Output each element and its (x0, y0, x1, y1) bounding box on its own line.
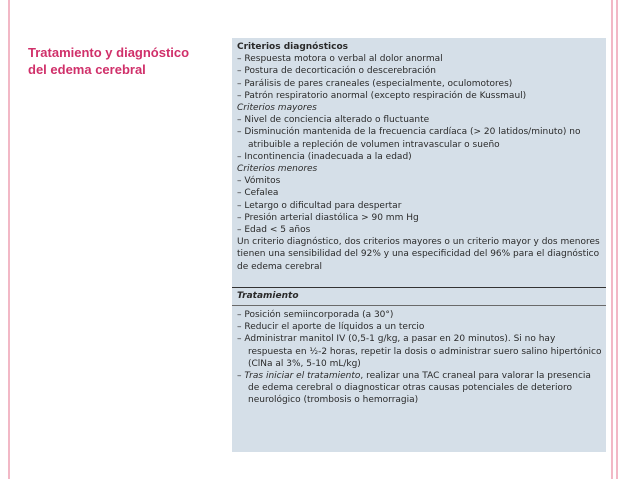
menor-item: – Vómitos (237, 176, 281, 187)
mayor-item: – Disminución mantenida de la frecuencia cardíaca (> 20 latidos/minuto) no atribuible a repleción de volumen intravascular o sueño (237, 127, 581, 150)
menor-item: – Letargo o dificultad para despertar (237, 200, 402, 211)
section-divider (232, 287, 606, 288)
slide-frame-right-outer (616, 0, 618, 479)
heading-divider (232, 305, 606, 306)
criterio-item: – Patrón respiratorio anormal (excepto respiración de Kussmaul) (237, 90, 527, 101)
criterios-heading: Criterios diagnósticos (237, 42, 348, 52)
slide-title: Tratamiento y diagnóstico del edema cerebral (28, 45, 190, 77)
criteria-table (232, 38, 606, 452)
criterio-item: – Parálisis de pares craneales (especialmente, oculomotores) (237, 78, 513, 89)
criterios-summary: Un criterio diagnóstico, dos criterios mayores o un criterio mayor y dos menores tienen una sensibilidad del 92% y una especificidad del 96% para el diagnóstico de edema cerebral (237, 237, 600, 272)
slide-frame-left (8, 0, 10, 479)
tratamiento-item: – Reducir el aporte de líquidos a un tercio (237, 322, 425, 333)
tratamiento-item: – Tras iniciar el tratamiento, realizar una TAC craneal para valorar la presencia de edema cerebral o diagnosticar otras causas potenciales de deterioro neurológico (trombosis o hemorragia) (237, 371, 591, 406)
tratamiento-item: – Administrar manitol IV (0,5-1 g/kg, a pasar en 20 minutos). Si no hay respuesta en ½-2 horas, repetir la dosis o administrar suero salino hipertónico (ClNa al 3%, 5-10 mL/kg) (237, 334, 602, 369)
menor-item: – Edad < 5 años (237, 225, 311, 236)
menor-item: – Presión arterial diastólica > 90 mm Hg (237, 212, 419, 223)
criterio-item: – Postura de decorticación o descerebración (237, 66, 436, 77)
mayor-item: – Incontinencia (inadecuada a la edad) (237, 151, 412, 162)
menor-item: – Cefalea (237, 188, 279, 199)
criterios-mayores-heading: Criterios mayores (237, 103, 317, 114)
mayor-item: – Nivel de conciencia alterado o fluctuante (237, 115, 430, 126)
tratamiento-item: – Posición semiincorporada (a 30°) (237, 310, 394, 321)
tratamiento-heading: Tratamiento (237, 290, 299, 301)
slide-frame-right (611, 0, 613, 479)
criterios-menores-heading: Criterios menores (237, 164, 318, 175)
criterio-item: – Respuesta motora o verbal al dolor anormal (237, 54, 443, 65)
